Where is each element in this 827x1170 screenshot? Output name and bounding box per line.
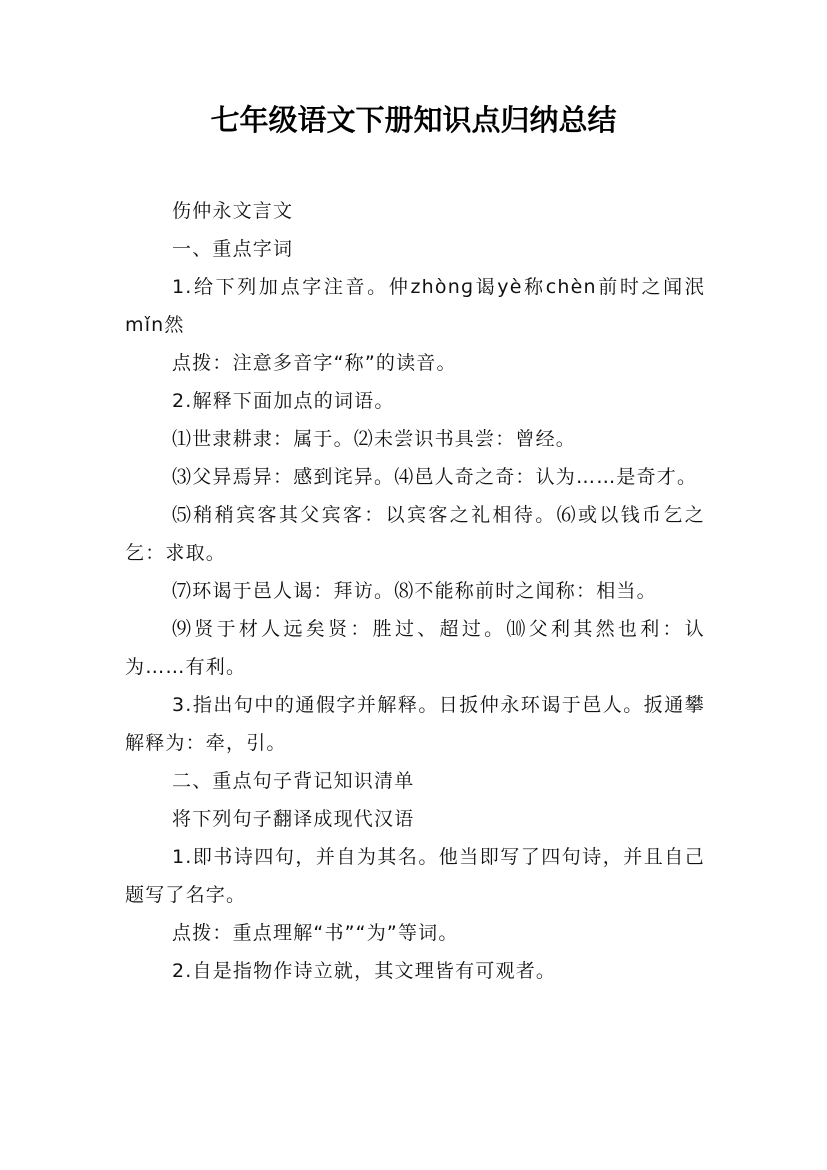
- subsection-heading: 二、重点句子背记知识清单: [172, 770, 415, 792]
- section-heading: 伤仲永文言文: [172, 200, 294, 222]
- paragraph: 3.指出句中的通假字并解释。日扳仲永环谒于邑人。扳通攀解释为：牵，引。: [125, 694, 705, 754]
- paragraph: ⑶父异焉异：感到诧异。⑷邑人奇之奇：认为……是奇才。: [172, 466, 698, 488]
- paragraph: 1.给下列加点字注音。仲zhònɡ谒yè称chèn前时之闻泯mǐn然: [125, 276, 705, 336]
- paragraph: ⑼贤于材人远矣贤：胜过、超过。⑽父利其然也利：认为……有利。: [125, 618, 705, 678]
- paragraph: 2.自是指物作诗立就，其文理皆有可观者。: [172, 960, 557, 982]
- document-body: [125, 192, 705, 990]
- document-title: 七年级语文下册知识点归纳总结: [210, 103, 617, 137]
- subsection-heading: 一、重点字词: [172, 238, 294, 260]
- paragraph: ⑺环谒于邑人谒：拜访。⑻不能称前时之闻称：相当。: [172, 580, 657, 602]
- paragraph: ⑸稍稍宾客其父宾客：以宾客之礼相待。⑹或以钱币乞之乞：求取。: [125, 504, 705, 564]
- paragraph: 2.解释下面加点的词语。: [172, 390, 395, 412]
- paragraph: 点拨：注意多音字“称”的读音。: [172, 352, 457, 374]
- paragraph: 将下列句子翻译成现代汉语: [172, 808, 415, 830]
- paragraph: 点拨：重点理解“书”“为”等词。: [172, 922, 459, 944]
- paragraph: ⑴世隶耕隶：属于。⑵未尝识书具尝：曾经。: [172, 428, 577, 450]
- paragraph: 1.即书诗四句，并自为其名。他当即写了四句诗，并且自己题写了名字。: [125, 846, 705, 906]
